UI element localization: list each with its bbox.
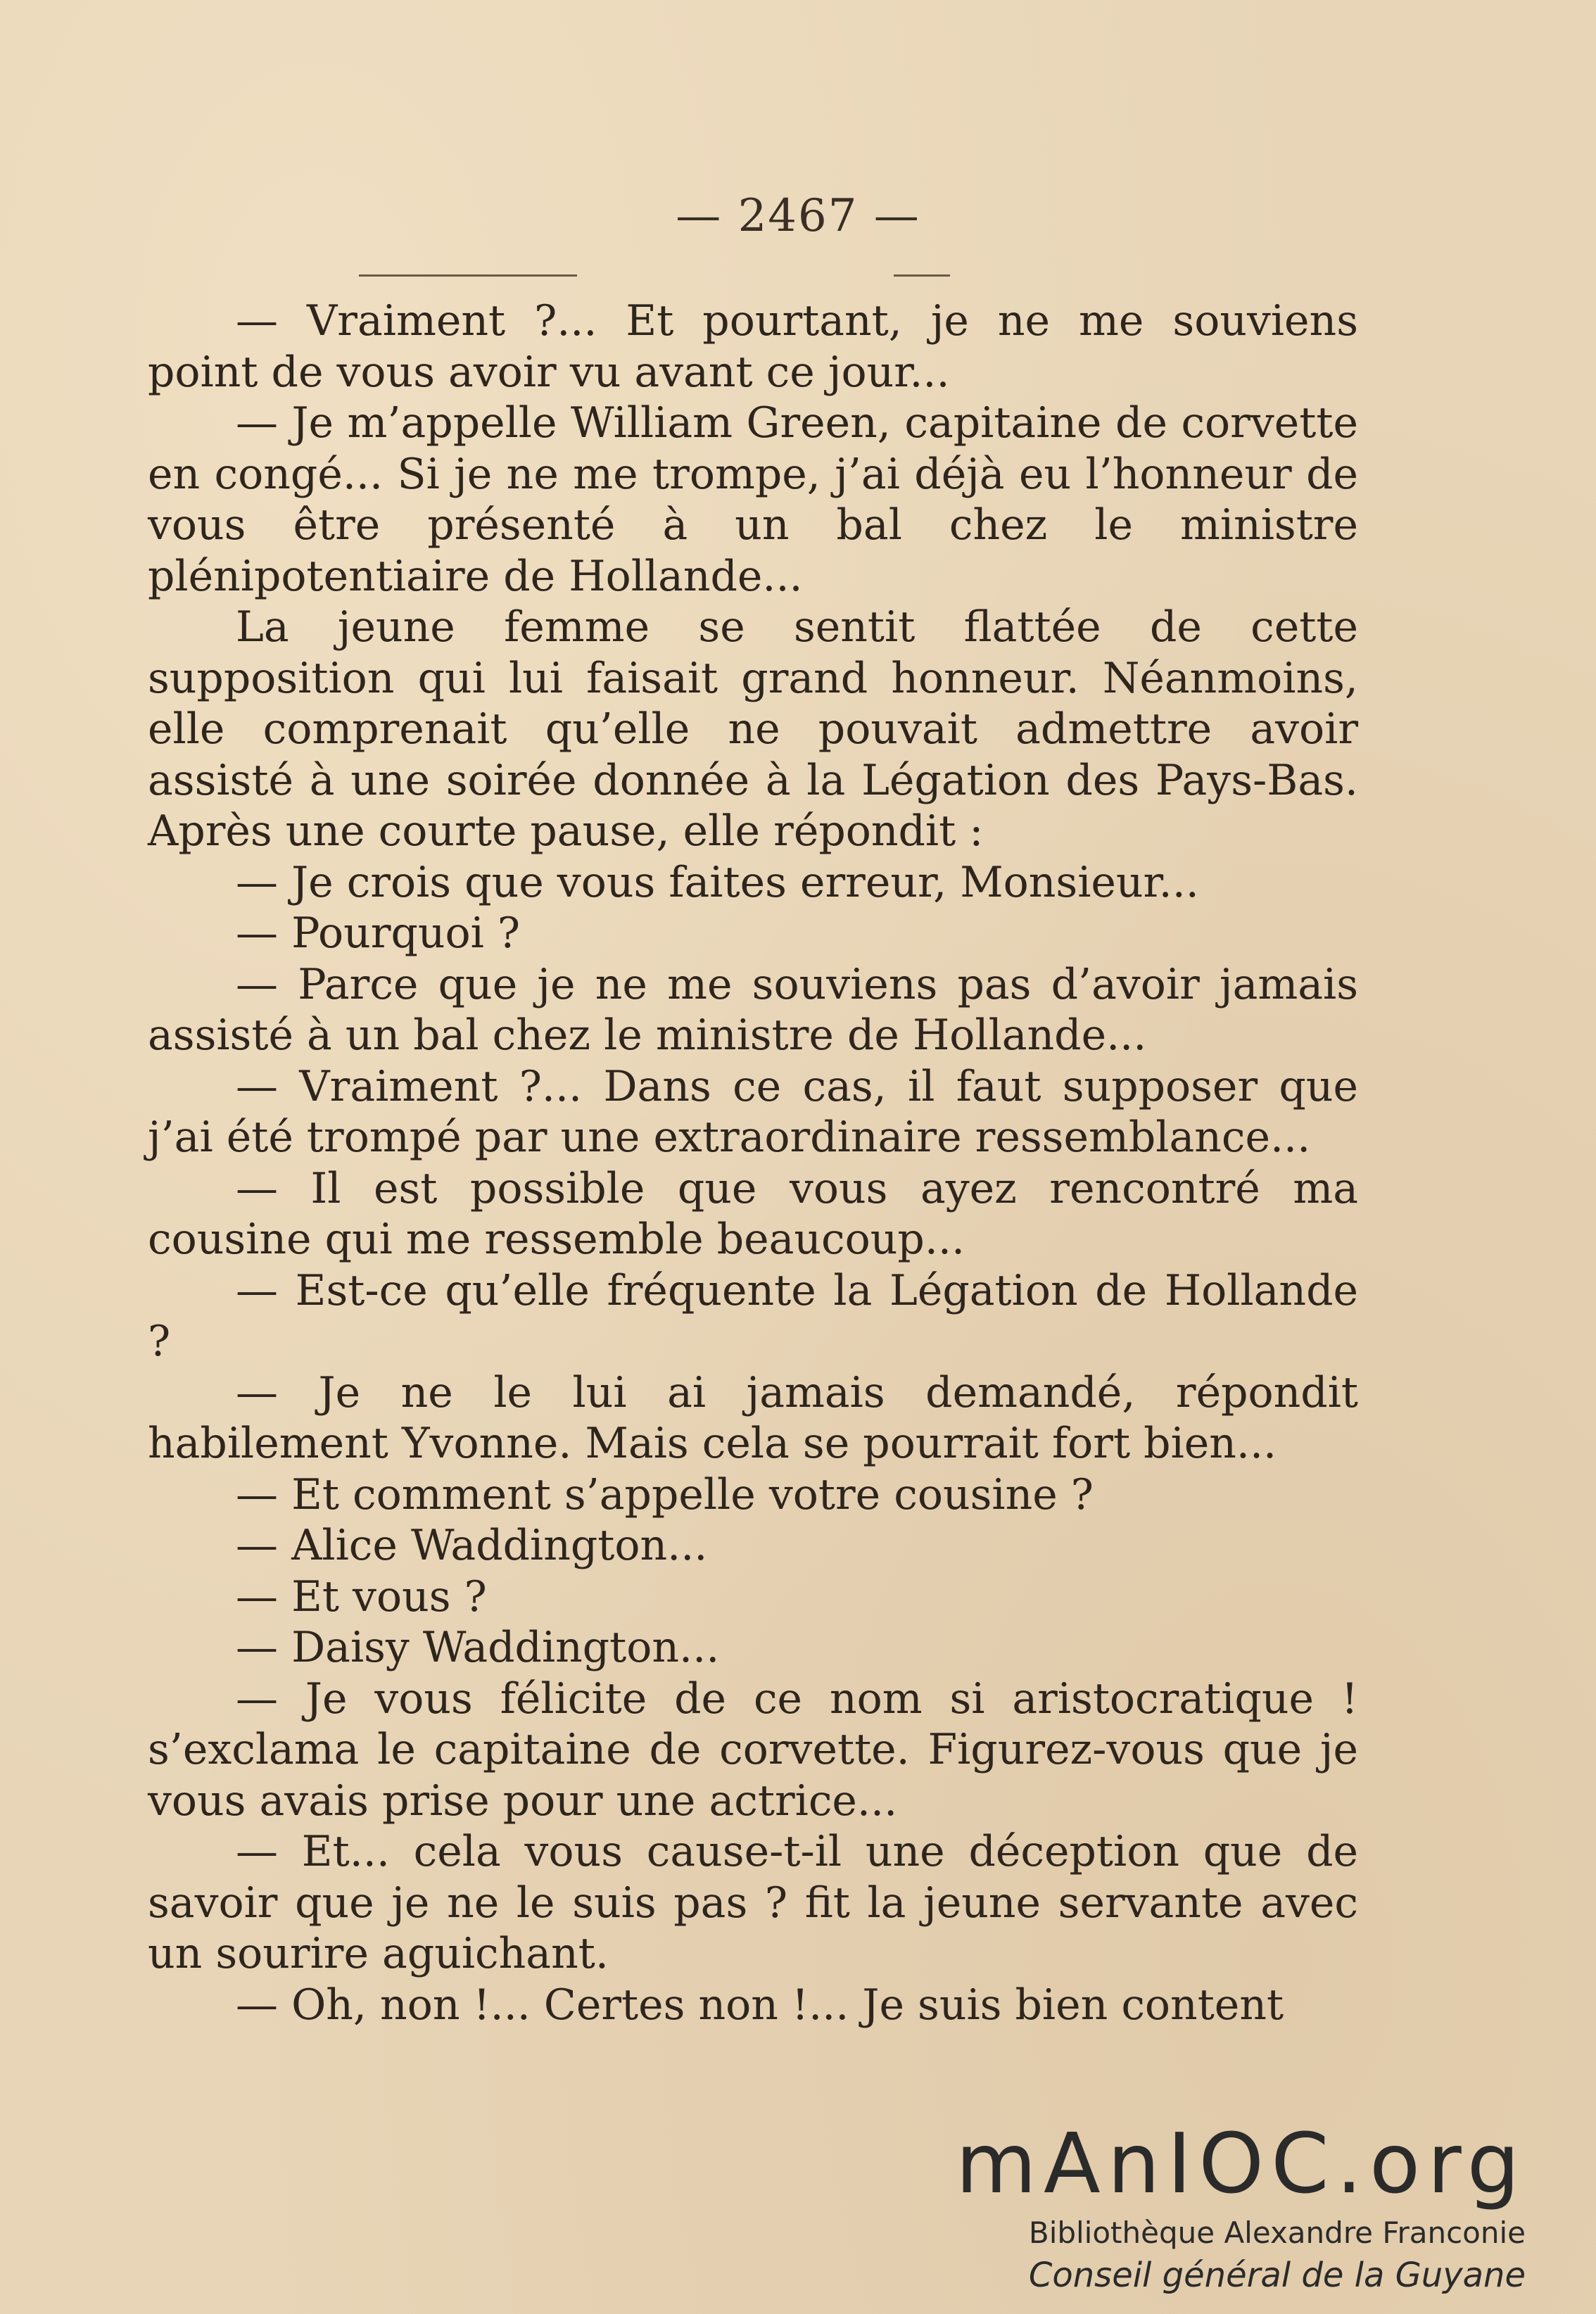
paragraph: La jeune femme se sentit flattée de cette supposition qui lui faisait grand honneur. Néanmoins, elle comprenait qu’elle ne pouvait admettre avoir assisté à une soirée donnée à la Légation des Pays-Bas. Après une courte pause, elle répondit : [148,602,1358,856]
header-rule-right [894,274,950,277]
body-text [148,296,1358,2030]
paragraph: — Pourquoi ? [236,909,521,958]
paragraph: — Il est possible que vous ayez rencontré ma cousine qui me ressemble beaucoup... [148,1163,1358,1264]
header-rule-left [359,274,577,277]
library-name: Bibliothèque Alexandre Franconie [1028,2215,1526,2250]
paragraph: — Alice Waddington... [236,1521,708,1570]
manioc-logo: mAnIOC.org [956,2115,1527,2212]
paragraph: — Et... cela vous cause-t-il une déception que de savoir que je ne le suis pas ? fit la jeune servante avec un sourire aguichant. [148,1827,1358,1978]
paragraph: — Vraiment ?... Dans ce cas, il faut supposer que j’ai été trompé par une extraordinaire ressemblance... [148,1061,1358,1162]
paragraph: — Parce que je ne me souviens pas d’avoir jamais assisté à un bal chez le ministre de Hollande... [148,959,1358,1060]
paragraph: — Oh, non !... Certes non !... Je suis bien content [236,1980,1284,2030]
paragraph: — Et vous ? [236,1572,487,1621]
council-name: Conseil général de la Guyane [1028,2256,1526,2295]
paragraph: — Est-ce qu’elle fréquente la Légation de Hollande ? [148,1265,1358,1366]
page-number: — 2467 — [676,190,920,242]
paragraph: — Vraiment ?... Et pourtant, je ne me souviens point de vous avoir vu avant ce jour... [148,296,1358,397]
paragraph: — Daisy Waddington... [236,1623,720,1672]
paragraph: — Je ne le lui ai jamais demandé, répondit habilement Yvonne. Mais cela se pourrait fort bien... [148,1367,1358,1468]
paragraph: — Je m’appelle William Green, capitaine de corvette en congé... Si je ne me trompe, j’ai déjà eu l’honneur de vous être présenté à un bal chez le ministre plénipotentiaire de Hollande... [148,398,1358,601]
paragraph: — Je vous félicite de ce nom si aristocratique ! s’exclama le capitaine de corvette. Figurez-vous que je vous avais prise pour une actrice... [148,1674,1358,1826]
paragraph: — Et comment s’appelle votre cousine ? [236,1469,1094,1519]
manioc-watermark [956,2115,1561,2297]
paragraph: — Je crois que vous faites erreur, Monsieur... [236,857,1199,907]
